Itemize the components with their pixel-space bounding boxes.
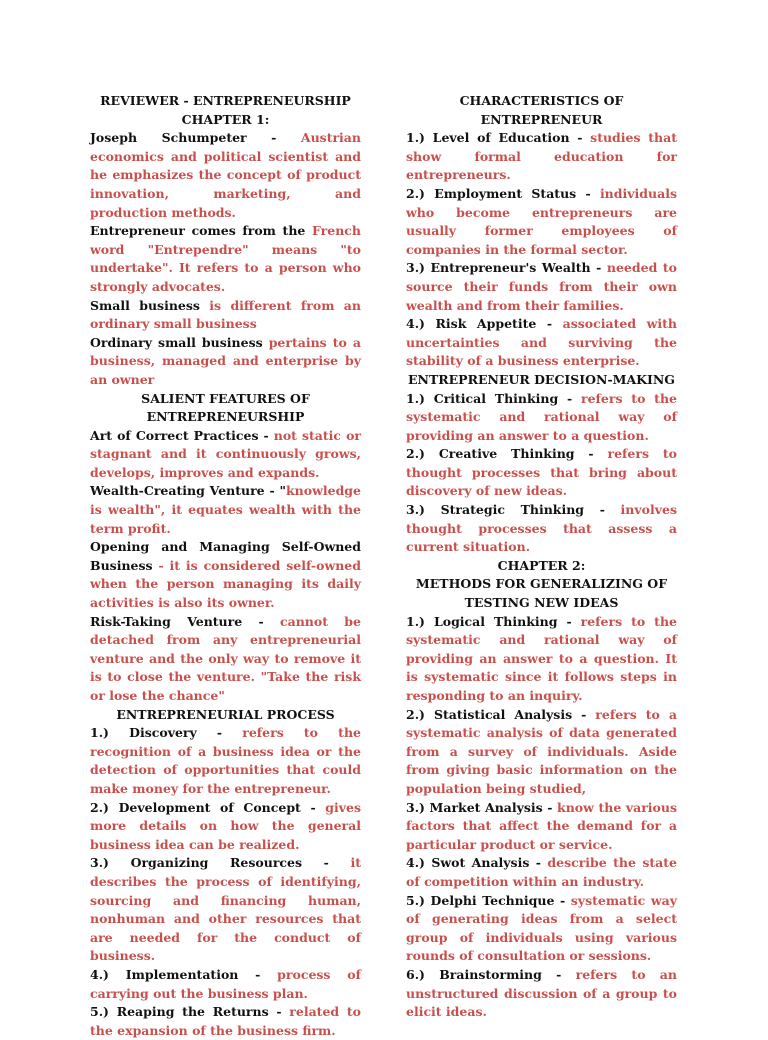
entrepreneurial-process-entries xyxy=(90,724,361,1040)
entry xyxy=(90,1003,361,1040)
entry-term: 1.) Discovery - xyxy=(90,725,243,741)
intro-entries xyxy=(90,129,361,389)
entry-definition: refers to thought processes that bring about discovery of new ideas. xyxy=(406,446,677,499)
entry-term: 4.) Implementation - xyxy=(90,966,278,982)
entry xyxy=(406,390,677,446)
entry-definition: is different from an ordinary small business xyxy=(90,297,361,332)
entry xyxy=(90,129,361,222)
entry-definition: needed to source their funds from their own wealth and from their families. xyxy=(406,260,677,313)
entry-term: 4.) Risk Appetite - xyxy=(406,316,563,332)
entry-definition: cannot be detached from any entrepreneurial venture and the only way to remove it is to close the venture. "Take the risk or lose the chance" xyxy=(90,613,361,703)
entry xyxy=(90,334,361,390)
entry-definition: refers to a systematic analysis of data generated from a survey of individuals. Aside from giving basic information on the population being studied, xyxy=(406,706,677,796)
characteristics-entries xyxy=(406,129,677,371)
entrepreneurial-process-heading: ENTREPRENEURIAL PROCESS xyxy=(116,706,335,722)
chapter-1-heading: CHAPTER 1: xyxy=(181,111,270,127)
entry xyxy=(406,892,677,966)
entry xyxy=(406,501,677,557)
entry-term: Ordinary small business xyxy=(90,334,269,350)
entry-term: 1.) Level of Education - xyxy=(406,130,591,146)
entry xyxy=(406,315,677,371)
entry xyxy=(90,222,361,296)
entry-term: 2.) Creative Thinking - xyxy=(406,446,608,462)
entry-definition: describe the state of competition within an industry. xyxy=(406,855,677,889)
entry-term: 3.) Entrepreneur's Wealth - xyxy=(406,260,607,276)
entry xyxy=(406,613,677,706)
entry-definition: studies that show formal education for entrepreneurs. xyxy=(406,130,677,183)
entry-term: 5.) Reaping the Returns - xyxy=(90,1004,290,1020)
entry-definition: it describes the process of identifying, sourcing and financing human, nonhuman and other resources that are needed for the conduct of business. xyxy=(90,855,361,964)
entry xyxy=(90,966,361,1003)
entry-term: 2.) Employment Status - xyxy=(406,185,600,201)
entry xyxy=(406,445,677,501)
chapter-2-heading: CHAPTER 2: xyxy=(497,557,586,573)
salient-features-heading: SALIENT FEATURES OF ENTREPRENEURSHIP xyxy=(141,390,310,425)
entry-definition: French word "Entrependre" means "to undertake". It refers to a person who strongly advocates. xyxy=(90,223,361,294)
entry-definition: - it is considered self-owned when the person managing its daily activities is also its owner. xyxy=(90,557,361,611)
methods-entries xyxy=(406,613,677,1022)
characteristics-heading: CHARACTERISTICS OF ENTREPRENEUR xyxy=(459,93,624,127)
entry xyxy=(90,724,361,798)
entry-definition: related to the expansion of the business firm. xyxy=(90,1004,361,1038)
entry xyxy=(90,538,361,612)
entry-definition: gives more details on how the general business idea can be realized. xyxy=(90,799,361,852)
entry xyxy=(406,966,677,1022)
entry-term: 2.) Development of Concept - xyxy=(90,799,326,815)
entry-term: 2.) Statistical Analysis - xyxy=(406,706,596,722)
entry-term: 3.) Market Analysis - xyxy=(406,799,558,815)
entry xyxy=(406,799,677,855)
entry-term: Art of Correct Practices - xyxy=(90,427,274,443)
entry xyxy=(90,427,361,483)
entry-term: 3.) Organizing Resources - xyxy=(90,855,351,871)
entry xyxy=(90,799,361,855)
decision-making-heading: ENTREPRENEUR DECISION-MAKING xyxy=(408,371,675,387)
entry-definition: systematic way of generating ideas from a select group of individuals using various rounds of consultation or sessions. xyxy=(406,892,677,964)
entry-term: Opening and Managing Self-Owned Business xyxy=(90,539,361,573)
entry-term: 6.) Brainstorming - xyxy=(406,966,576,982)
entry-term: Wealth-Creating Venture - " xyxy=(90,483,287,499)
entry-term: 5.) Delphi Technique - xyxy=(406,892,571,908)
entry xyxy=(406,706,677,799)
entry xyxy=(406,259,677,315)
entry xyxy=(406,854,677,891)
methods-heading: METHODS FOR GENERALIZING OF TESTING NEW IDEAS xyxy=(415,576,668,611)
right-column xyxy=(406,92,677,1022)
salient-features-entries xyxy=(90,427,361,706)
decision-making-entries xyxy=(406,390,677,557)
entry-term: Small business xyxy=(90,297,210,313)
entry xyxy=(406,185,677,259)
entry-definition: individuals who become entrepreneurs are usually former employees of companies in the formal sector. xyxy=(406,185,677,257)
entry-definition: knowledge is wealth", it equates wealth with the term profit. xyxy=(90,483,361,536)
entry-definition: refers to the recognition of a business idea or the detection of opportunities that could make money for the entrepreneur. xyxy=(90,725,361,796)
entry-definition: not static or stagnant and it continuously grows, develops, improves and expands. xyxy=(90,427,361,480)
entry-definition: refers to the systematic and rational way of providing an answer to a question. It is systematic since it follows steps in responding to an inquiry. xyxy=(406,613,677,703)
entry-term: 1.) Critical Thinking - xyxy=(406,390,582,406)
entry-term: 1.) Logical Thinking - xyxy=(406,613,581,629)
entry xyxy=(90,297,361,334)
entry-definition: Austrian economics and political scientist and he emphasizes the concept of product innovation, marketing, and production methods. xyxy=(90,130,361,220)
entry xyxy=(90,482,361,538)
entry-definition: refers to the systematic and rational way of providing an answer to a question. xyxy=(406,390,677,443)
entry-term: 3.) Strategic Thinking - xyxy=(406,502,621,518)
entry-definition: associated with uncertainties and surviving the stability of a business enterprise. xyxy=(406,316,677,369)
entry-term: 4.) Swot Analysis - xyxy=(406,855,548,871)
entry xyxy=(90,613,361,706)
entry xyxy=(406,129,677,185)
entry-definition: pertains to a business, managed and enterprise by an owner xyxy=(90,334,361,387)
entry-term: Risk-Taking Venture - xyxy=(90,613,280,629)
entry-definition: process of carrying out the business plan. xyxy=(90,966,361,1001)
entry-definition: involves thought processes that assess a current situation. xyxy=(406,502,677,555)
document-title: REVIEWER - ENTREPRENEURSHIP xyxy=(100,93,351,108)
entry-term: Joseph Schumpeter - xyxy=(90,130,301,146)
entry-definition: know the various factors that affect the demand for a particular product or service. xyxy=(406,799,677,852)
left-column xyxy=(90,92,361,1040)
entry-term: Entrepreneur comes from the xyxy=(90,223,313,239)
entry-definition: refers to an unstructured discussion of a group to elicit ideas. xyxy=(406,966,677,1020)
entry xyxy=(90,854,361,966)
